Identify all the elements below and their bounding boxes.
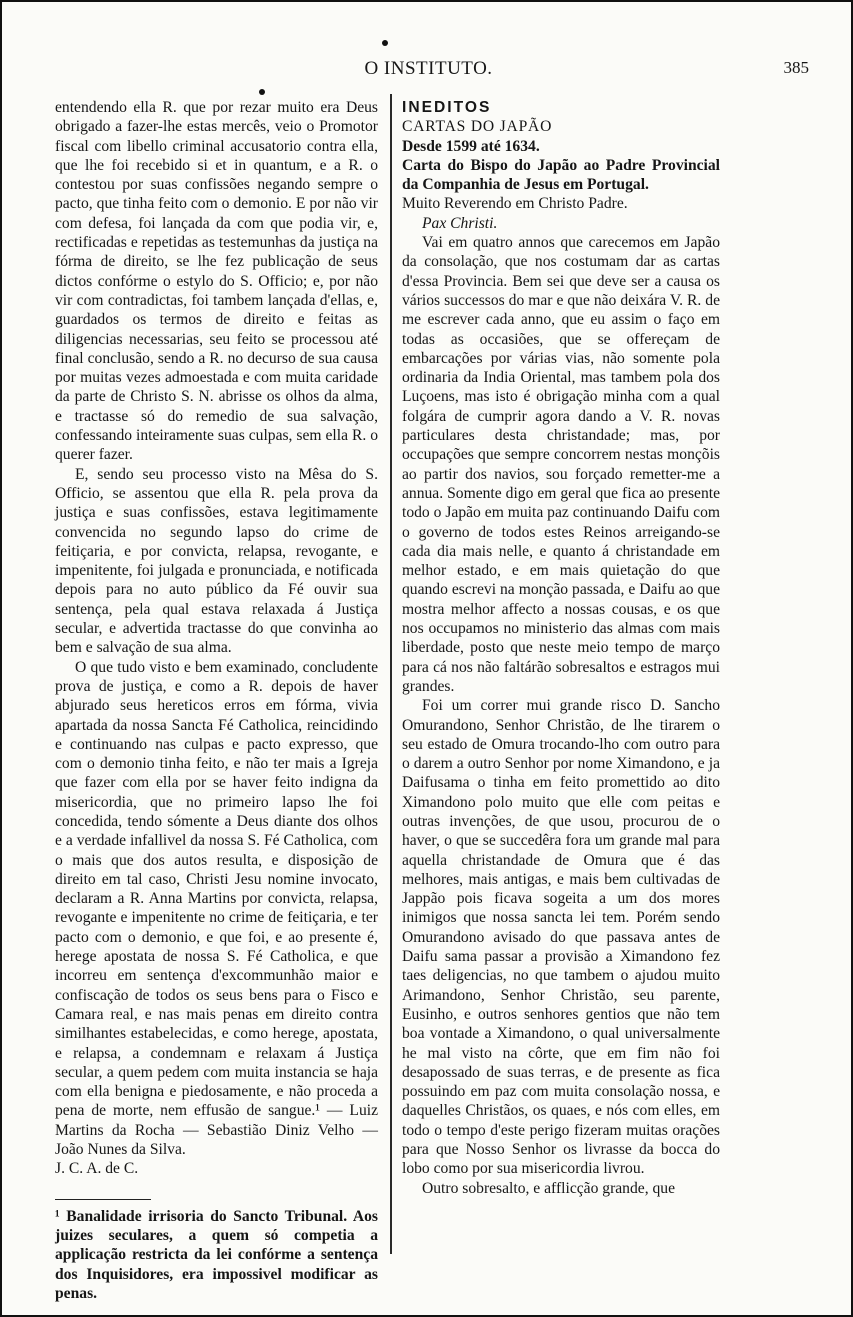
section-subtitle: CARTAS DO JAPÃO bbox=[402, 118, 553, 136]
right-paragraph: Outro sobresalto, e afflicção grande, que bbox=[422, 1179, 676, 1197]
footnote-rule bbox=[55, 1199, 151, 1200]
salutation: Muito Reverendo em Christo Padre. bbox=[402, 195, 628, 213]
ink-speck bbox=[382, 40, 388, 46]
journal-title: O INSTITUTO. bbox=[364, 58, 493, 79]
pax-greeting: Pax Christi. bbox=[422, 214, 498, 232]
letter-title: Carta do Bispo do Japão ao Padre Provincial da Companhia de Jesus em Portugal. bbox=[402, 156, 720, 194]
column-divider bbox=[390, 94, 392, 1254]
left-paragraph: E, sendo seu processo visto na Mêsa do S. Officio, se assentou que ella R. pela prova da justiça e suas confissões, estava legitimamente convencida no segundo lapso do crime de feitiçaria, e por convicta, relapsa, revogante, e impenitente, foi julgada e pronunciada, e notificada depois para no auto público da Fé ouvir sua sentença, pela qual estava relaxada á Justiça secular, e advertida tractasse do que convinha ao bem e salvação de sua alma. bbox=[55, 465, 378, 657]
date-range: Desde 1599 até 1634. bbox=[402, 137, 540, 155]
author-signature: J. C. A. de C. bbox=[55, 1160, 139, 1178]
ink-speck bbox=[259, 89, 265, 95]
right-column bbox=[402, 98, 720, 1198]
right-paragraph: Vai em quatro annos que carecemos em Japão da consolação, que nos costumam dar as cartas d'essa Provincia. Bem sei que deve ser a causa os vários successos do mar e que não deixára V. R. de me escrever cada anno, que eu assim o faço em todas as occasiões, que se offereçam de embarcações por várias vias, não somente pola ordinaria da India Oriental, mas tambem pola dos Luçoens, mas isto é obrigação minha com a qual folgára de cumprir agora dando a V. R. novas particulares desta christandade; mas, por occupações que sempre concorrem nestas monçõis ao partir dos navios, sou forçado remetter-me a annua. Somente digo em geral que fica ao presente todo o Japão em muita paz continuando Daifu com o governo de todos estes Reinos arreigando-se cada dia mais nelle, e quanto á christandade em melhor estado, e em mais quietação do que quando escrevi na monção passada, e Daifu ao que mostra melhor affecto a nossas cousas, e os que nos occupamos no ministerio das almas com mais liberdade, posto que neste meio tempo de março para cá nos não faltárão sobresaltos e estragos mui grandes. bbox=[402, 234, 720, 695]
left-paragraph: O que tudo visto e bem examinado, concludente prova de justiça, e como a R. depois de haver abjurado seus hereticos erros em fórma, vivia apartada da nossa Sancta Fé Catholica, reincidindo e continuando nas culpas e pacto expresso, que com o demonio tinha feito, e não ter mais a Igreja que fazer com ella por se haver feito indigna da misericordia, que no primeiro lapso lhe foi concedida, tendo sómente a Deus diante dos olhos e a verdade infallivel da nossa S. Fé Catholica, com o mais que dos autos resulta, e disposição de direito em tal caso, Christi Jesu nomine invocato, declaram a R. Anna Martins por convicta, relapsa, revogante e impenitente no crime de feitiçaria, e ter pacto com o demonio, e que foi, e ao presente é, herege apostata de nossa S. Fé Catholica, e que incorreu em sentença d'excommunhão maior e confiscação de todos os seus bens para o Fisco e Camara real, e nas mais penas em direito contra similhantes estabelecidas, e como herege, apostata, e relapsa, a condemnam e relaxam á Justiça secular, a quem pedem com muita instancia se haja com ella benigna e piedosamente, e não proceda a pena de morte, nem effusão de sangue.¹ — Luiz Martins da Rocha — Sebastião Diniz Velho — João Nunes da Silva. bbox=[55, 658, 378, 1159]
section-title: INEDITOS bbox=[402, 99, 492, 116]
left-paragraph: entendendo ella R. que por rezar muito era Deus obrigado a fazer-lhe estas mercês, veio o Promotor fiscal com libello criminal accusatorio contra ella, que lhe foi recebido si et in quantum, e a R. o contestou por suas confissões negando sempre o pacto, que tinha feito com o demonio. E por não vir com defesa, foi lançada da com que podia vir, e, rectificadas e repetidas as testemunhas da justiça na fórma de direito, se lhe fez publicação de seus dictos confórme o estylo do S. Officio; e, por não vir com contradictas, foi tambem lançada d'ellas, e, guardados os termos de direito e feitas as diligencias necessarias, seu feito se processou até final conclusão, sendo a R. no decurso de sua causa por muitas vezes admoestada e com muita caridade da parte de Christo S. N. abrisse os olhos da alma, e tractasse só do remedio de sua salvação, confessando inteiramente suas culpas, sem ella R. o querer fazer. bbox=[55, 99, 378, 464]
page-number: 385 bbox=[783, 58, 809, 77]
right-paragraph: Foi um correr mui grande risco D. Sancho Omurandono, Senhor Christão, de lhe tirarem o seu estado de Omura trocando-lho com outro para o darem a outro Senhor por nome Ximandono, e ja Daifusama o tinha em feito promettido ao dito Ximandono polo muito que elle com peitas e outras invenções, de que usou, procurou de o haver, o que se succedêra fora um grande mal para aquella christandade de Omura que é das melhores, mais antigas, e mais bem cultivadas de Jappão pois ficava sogeita a um dos mores inimigos que nossa sancta lei tem. Porém sendo Omurandono avisado do que passava antes de Daifu sama passar a provisão a Ximandono fez taes deligencias, no que tambem o ajudou muito Arimandono, Senhor Christão, seu parente, Eusinho, e outros senhores gentios que não tem boa vontade a Ximandono, o qual universalmente he mal visto na côrte, que em fim não foi desapossado de suas terras, e de presente as fica possuindo em paz com muita consolação nossa, e daquelles Christãos, os quaes, e nós com elles, em todo o tempo d'este perigo fizeram muitas orações para que Nosso Senhor os livrasse da bocca do lobo como por sua misericordia livrou. bbox=[402, 697, 720, 1178]
left-column bbox=[55, 98, 378, 1303]
footnote: ¹ Banalidade irrisoria do Sancto Tribunal. Aos juizes seculares, a quem só competia a applicação restricta da lei confórme a sentença dos Inquisidores, era impossivel modificar as penas. bbox=[55, 1207, 378, 1302]
